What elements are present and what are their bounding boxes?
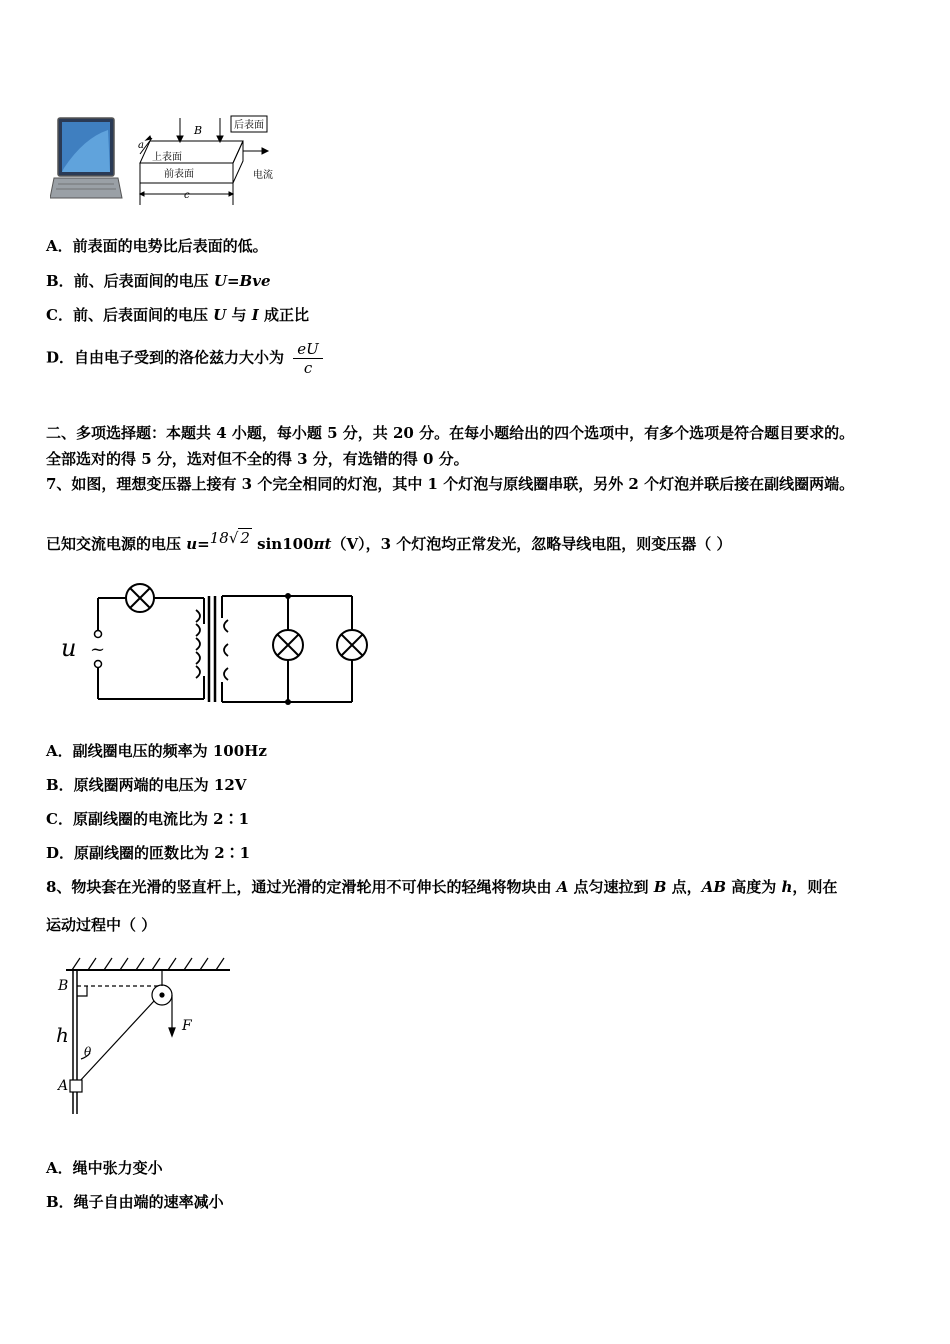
q7-option-a: A．副线圈电压的频率为 100Hz <box>46 742 267 760</box>
lamp-secondary-1-icon <box>273 630 303 660</box>
label-c: c <box>184 190 190 201</box>
section2-line1: 二、多项选择题：本题共 4 小题，每小题 5 分，共 20 分。在每小题给出的四个选项中，有多个选项是符合题目要求的。 <box>46 424 855 442</box>
label-u: u <box>61 634 77 662</box>
q8-segment-ab: AB <box>701 878 727 896</box>
lamp-primary-icon <box>126 584 154 612</box>
q8-option-a: A．绳中张力变小 <box>46 1159 163 1177</box>
q8-text-e: ，则在 <box>792 878 838 896</box>
q8-line1 <box>46 876 837 897</box>
q7-eq: = <box>197 535 210 553</box>
q7-sqrt-arg: 2 <box>240 529 250 547</box>
q7-option-d: D．原副线圈的匝数比为 2∶1 <box>46 844 251 862</box>
q8-option-b: B．绳子自由端的速率减小 <box>46 1193 224 1211</box>
q7-sin: sin100 <box>251 535 314 553</box>
q7-pi-t: πt <box>313 535 332 553</box>
q6-option-c-mid: 与 <box>226 306 252 324</box>
label-h: h <box>56 1023 69 1047</box>
q6-option-c-i: I <box>251 306 259 324</box>
q7-line2 <box>46 529 732 554</box>
hall-effect-diagram <box>50 108 280 208</box>
q6-option-d <box>46 340 323 377</box>
q6-option-b-text: B．前、后表面间的电压 <box>46 272 214 290</box>
label-back-surface: 后表面 <box>234 120 264 131</box>
q8-text-a: 8、物块套在光滑的竖直杆上，通过光滑的定滑轮用不可伸长的轻绳将物块由 <box>46 878 557 896</box>
q8-line2: 运动过程中（ ） <box>46 916 157 934</box>
q7-option-b: B．原线圈两端的电压为 12V <box>46 776 247 794</box>
label-ac-symbol: ~ <box>90 639 106 660</box>
q7-sqrt-sign: √ <box>228 529 239 547</box>
q8-point-a: A <box>556 878 569 896</box>
q6-option-c-text: C．前、后表面间的电压 <box>46 306 214 324</box>
label-a: a <box>138 140 144 151</box>
label-b-field: B <box>194 124 203 137</box>
pulley-figure <box>52 952 242 1120</box>
transformer-circuit-diagram <box>56 578 376 708</box>
q8-text-d: 高度为 <box>726 878 782 896</box>
q6-option-c-u: U <box>213 306 227 324</box>
label-b: B <box>58 978 69 994</box>
q7-coefficient <box>210 529 252 547</box>
q8-height-h: h <box>781 878 793 896</box>
q7-option-c: C．原副线圈的电流比为 2∶1 <box>46 810 250 828</box>
q7-line2-suffix: （V），3 个灯泡均正常发光，忽略导线电阻，则变压器（ ） <box>331 535 732 553</box>
q6-option-a: A．前表面的电势比后表面的低。 <box>46 237 268 255</box>
laptop-icon <box>50 118 122 198</box>
fraction-numerator: eU <box>293 340 323 359</box>
q6-option-b-formula: U=Bve <box>213 272 271 290</box>
transformer-figure <box>56 578 376 708</box>
fraction-eu-over-c <box>293 340 323 377</box>
q7-line1: 7、如图，理想变压器上接有 3 个完全相同的灯泡，其中 1 个灯泡与原线圈串联，另外 2 个灯泡并联后接在副线圈两端。 <box>46 475 855 493</box>
q6-option-d-text: D．自由电子受到的洛伦兹力大小为 <box>46 348 285 367</box>
label-top-surface: 上表面 <box>152 152 182 163</box>
pulley-diagram <box>52 952 242 1120</box>
q6-option-c-suffix: 成正比 <box>258 306 309 324</box>
q7-var-u: u <box>186 535 198 553</box>
section2-line2: 全部选对的得 5 分，选对但不全的得 3 分，有选错的得 0 分。 <box>46 450 469 468</box>
label-current: 电流 <box>253 170 273 181</box>
hall-effect-figure <box>50 108 280 208</box>
label-a: A <box>58 1078 69 1094</box>
q6-option-c <box>46 304 309 325</box>
label-theta: θ <box>84 1045 92 1059</box>
q7-line2-prefix: 已知交流电源的电压 <box>46 535 187 553</box>
label-f: F <box>182 1018 192 1034</box>
q7-coef: 18 <box>209 529 229 547</box>
fraction-denominator: c <box>303 359 313 377</box>
lamp-secondary-2-icon <box>337 630 367 660</box>
q8-text-b: 点匀速拉到 <box>568 878 654 896</box>
label-front-surface: 前表面 <box>164 169 194 180</box>
q6-option-b <box>46 270 271 291</box>
q8-text-c: 点， <box>666 878 702 896</box>
q8-point-b: B <box>653 878 667 896</box>
